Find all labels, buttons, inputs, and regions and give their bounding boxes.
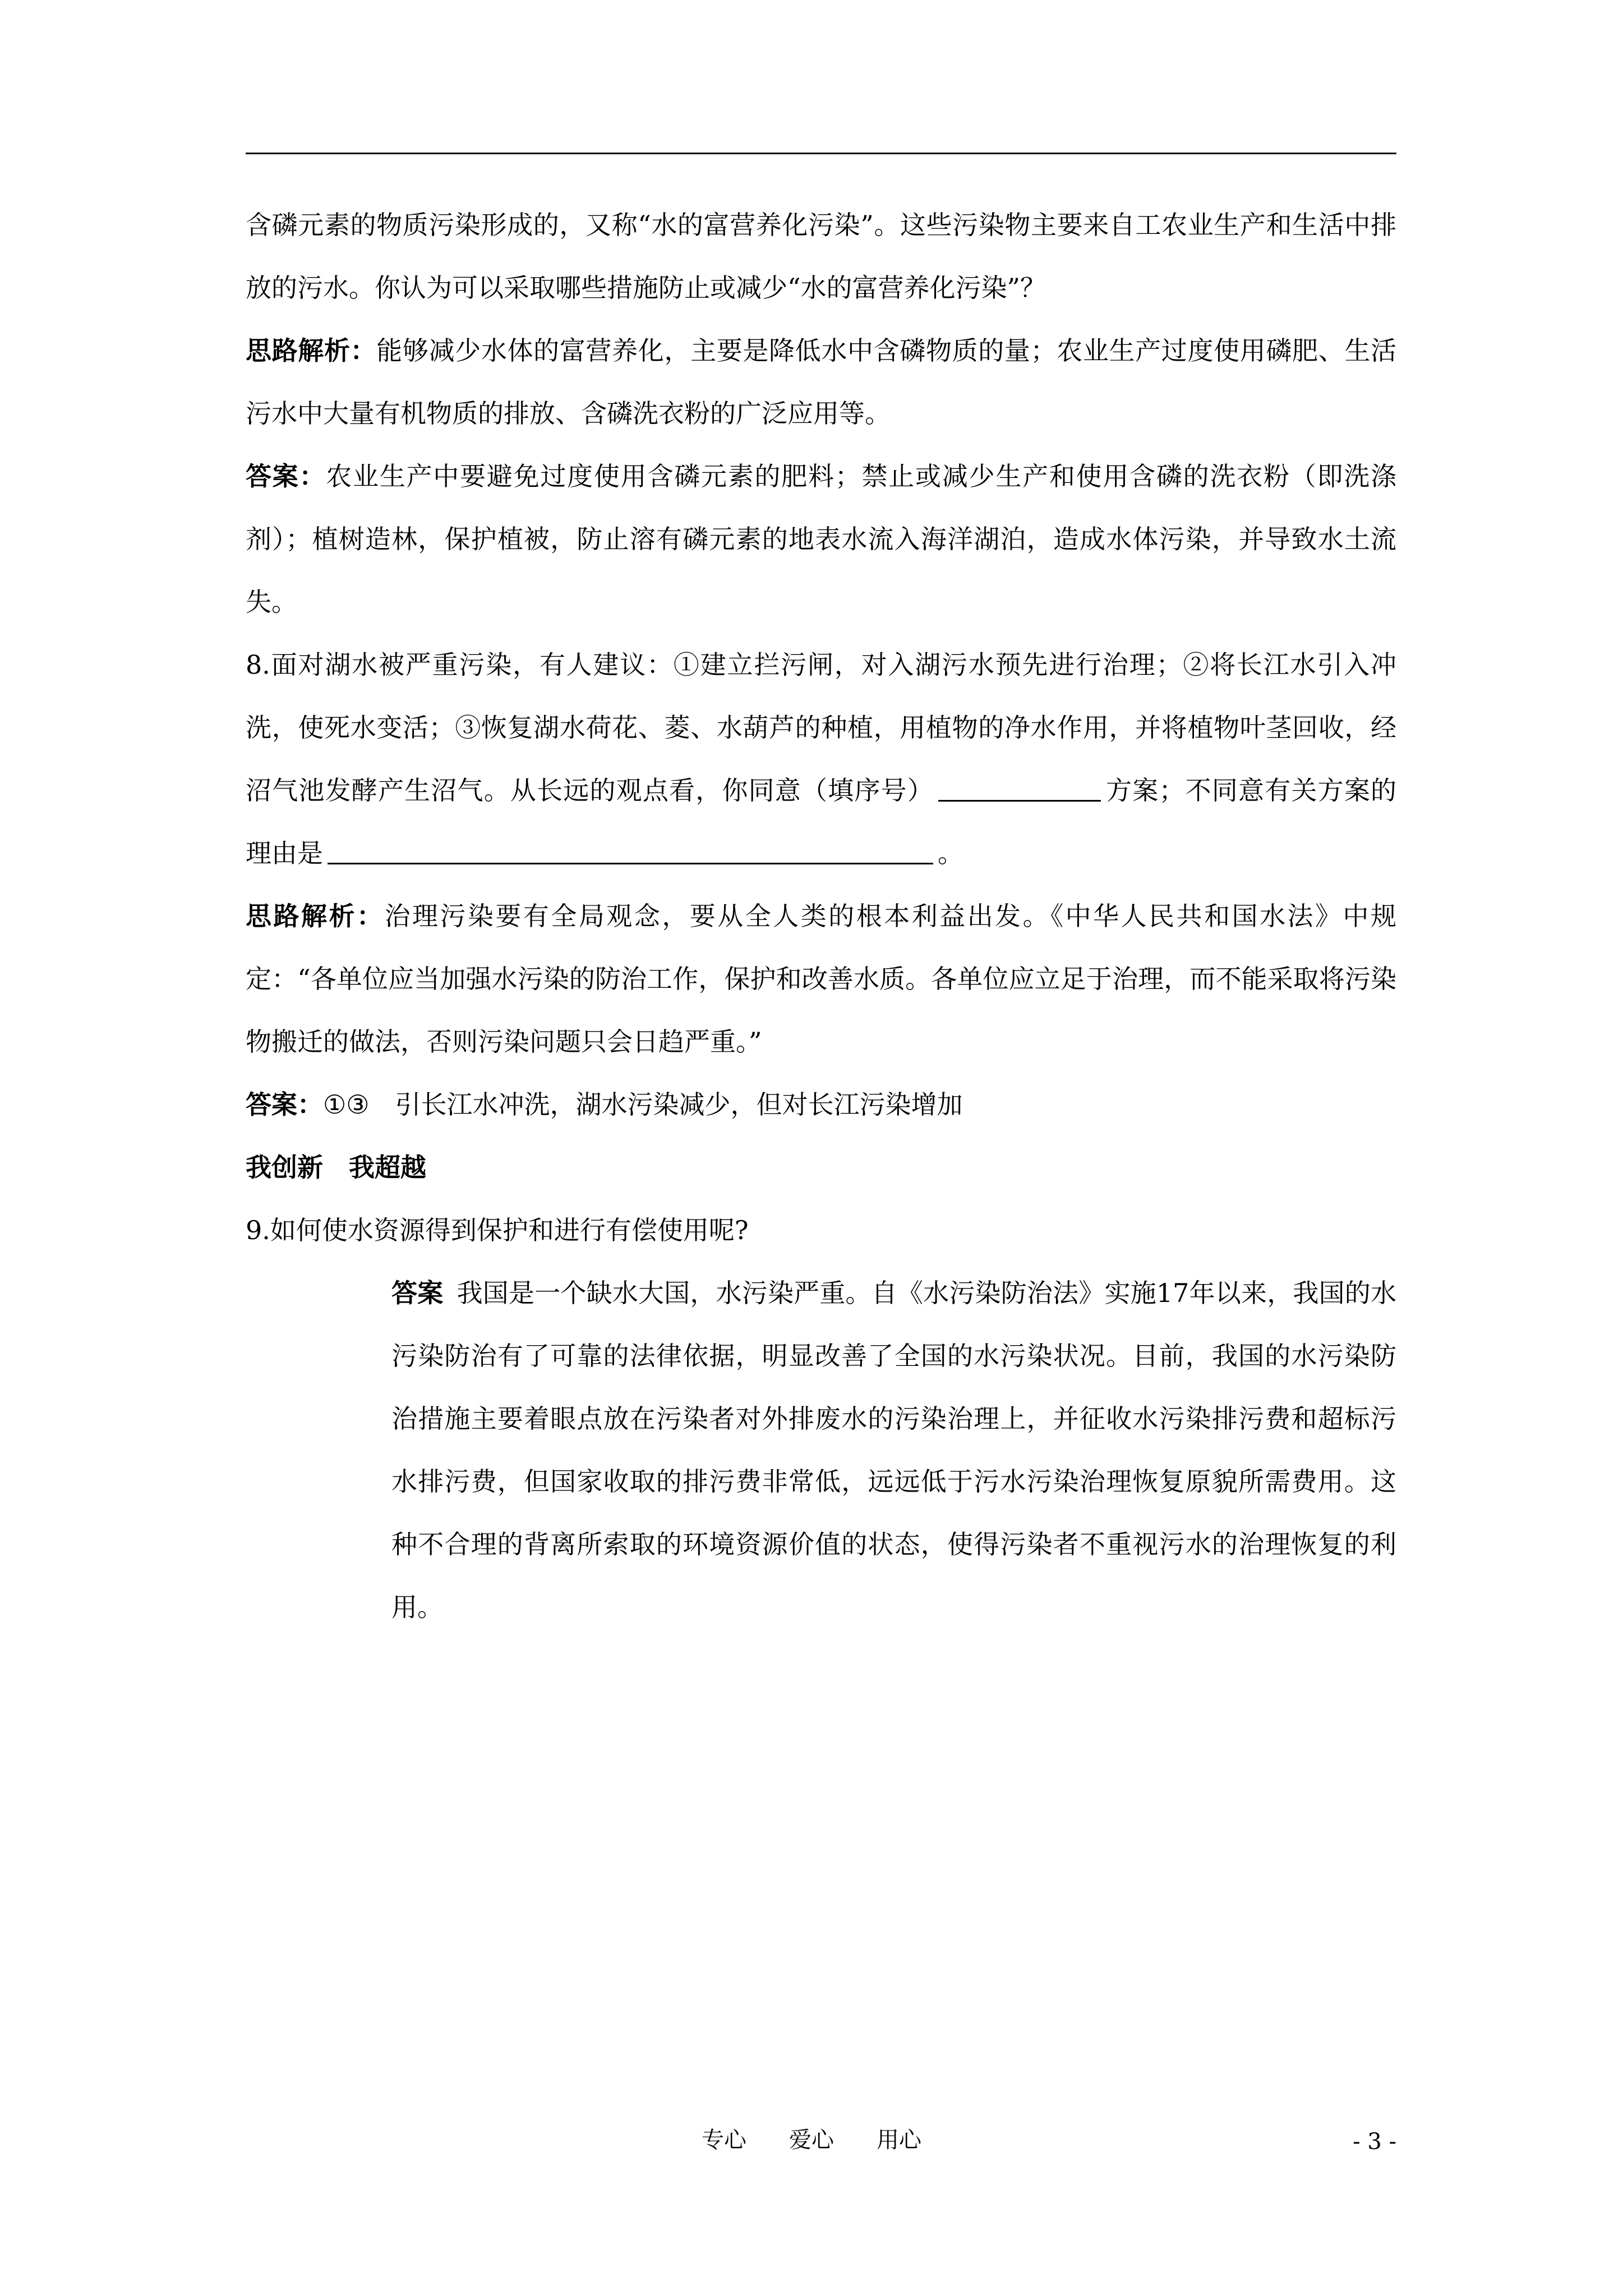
answer-label: 答案： (246, 1089, 323, 1120)
header-rule (246, 153, 1396, 154)
footer-motto-3: 用心 (877, 2127, 921, 2153)
answer-label: 答案： (246, 461, 326, 491)
answer-text: 引长江水冲洗，湖水污染减少，但对长江污染增加 (395, 1089, 963, 1120)
question-7-text: 含磷元素的物质污染形成的，又称“水的富营养化污染”。这些污染物主要来自工农业生产和生活中排放的污水。你认为可以采取哪些措施防止或减少“水的富营养化污染”？ (246, 210, 1396, 303)
question-8-text: 8.面对湖水被严重污染，有人建议：①建立拦污闸，对入湖污水预先进行治理；②将长江水引入冲洗，使死水变活；③恢复湖水荷花、菱、水葫芦的种植，用植物的净水作用，并将植物叶茎回收，经沼气池发酵产生沼气。从长远的观点看，你同意（填序号） (246, 650, 1396, 806)
fill-blank-reason[interactable] (328, 837, 933, 864)
paragraph-question-8 (246, 633, 1396, 885)
fill-blank-choice[interactable] (938, 774, 1101, 802)
analysis-text: 能够减少水体的富营养化，主要是降低水中含磷物质的量；农业生产过度使用磷肥、生活污水中大量有机物质的排放、含磷洗衣粉的广泛应用等。 (246, 335, 1397, 429)
question-8-text-3: 。 (938, 838, 963, 868)
section-title-text: 我创新 我超越 (246, 1152, 426, 1182)
paragraph-question-7-continued (246, 194, 1396, 319)
analysis-text: 治理污染要有全局观念，要从全人类的根本利益出发。《中华人民共和国水法》中规定：“各单位应当加强水污染的防治工作，保护和改善水质。各单位应立足于治理，而不能采取将污染物搬迁的做法，否则污染问题只会日趋严重。” (246, 901, 1397, 1057)
paragraph-analysis-8 (246, 885, 1396, 1073)
answer-text: 我国是一个缺水大国，水污染严重。自《水污染防治法》实施17年以来，我国的水污染防治有了可靠的法律依据，明显改善了全国的水污染状况。目前，我国的水污染防治措施主要着眼点放在污染者对外排废水的污染治理上，并征收水污染排污费和超标污水排污费，但国家收取的排污费非常低，远远低于污水污染治理恢复原貌所需费用。这种不合理的背离所索取的环境资源价值的状态，使得污染者不重视污水的治理恢复的利用。 (391, 1278, 1397, 1622)
answer-text: 农业生产中要避免过度使用含磷元素的肥料；禁止或减少生产和使用含磷的洗衣粉（即洗涤剂）；植树造林，保护植被，防止溶有磷元素的地表水流入海洋湖泊，造成水体污染，并导致水土流失。 (246, 461, 1397, 617)
page-content (246, 194, 1396, 1639)
analysis-label: 思路解析： (246, 335, 377, 366)
paragraph-question-9 (246, 1199, 1396, 1262)
footer-motto-1: 专心 (702, 2127, 746, 2153)
page-number: - 3 - (1353, 2129, 1396, 2155)
paragraph-analysis-7 (246, 319, 1396, 445)
answer-choice: ①③ (323, 1089, 370, 1120)
paragraph-answer-8 (246, 1073, 1396, 1136)
question-8-text-2: 方案；不同意有关方案的理由是 (246, 775, 1397, 868)
paragraph-answer-7 (246, 445, 1396, 633)
footer-motto-2: 爱心 (789, 2127, 834, 2153)
section-title (246, 1136, 1396, 1199)
paragraph-answer-9 (246, 1262, 1396, 1639)
question-9-text: 9.如何使水资源得到保护和进行有偿使用呢? (246, 1215, 749, 1245)
answer-label: 答案 (391, 1278, 444, 1308)
analysis-label: 思路解析： (246, 901, 385, 931)
